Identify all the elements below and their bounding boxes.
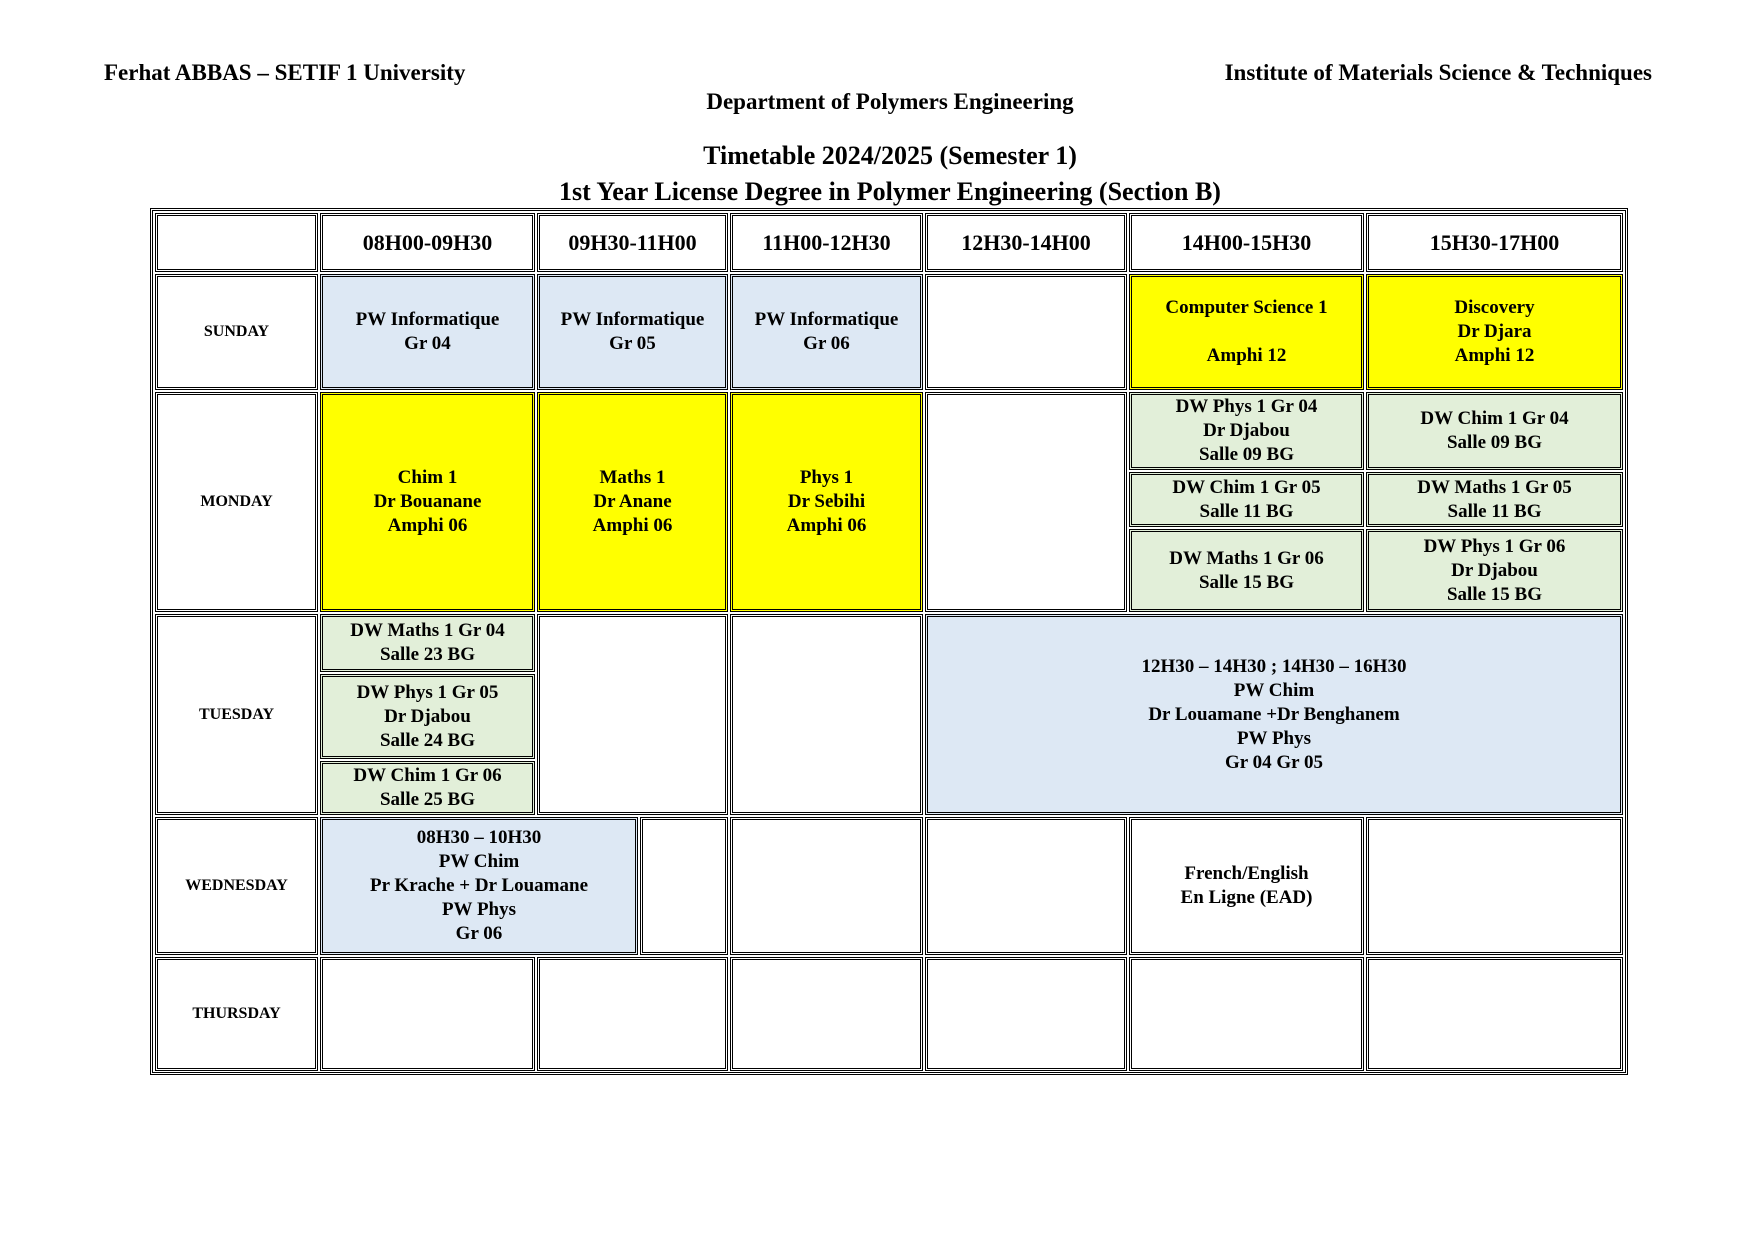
slot-header-2: 09H30-11H00 (537, 213, 728, 272)
day-wednesday: WEDNESDAY (155, 817, 318, 955)
day-thursday: THURSDAY (155, 957, 318, 1071)
day-sunday: SUNDAY (155, 274, 318, 390)
monday-slot-5-b: DW Chim 1 Gr 05 Salle 11 BG (1129, 472, 1364, 527)
monday-slot-5-a: DW Phys 1 Gr 04 Dr Djabou Salle 09 BG (1129, 392, 1364, 470)
thursday-slot-4 (925, 957, 1127, 1071)
sunday-slot-3: PW Informatique Gr 06 (730, 274, 923, 390)
sunday-slot-1: PW Informatique Gr 04 (320, 274, 535, 390)
day-tuesday: TUESDAY (155, 614, 318, 815)
monday-slot-6-b: DW Maths 1 Gr 05 Salle 11 BG (1366, 472, 1623, 527)
wednesday-slot-4 (925, 817, 1127, 955)
department-name: Department of Polymers Engineering (706, 89, 1074, 114)
wednesday-slot-5: French/English En Ligne (EAD) (1129, 817, 1364, 955)
monday-slot-5-c: DW Maths 1 Gr 06 Salle 15 BG (1129, 529, 1364, 612)
thursday-slot-6 (1366, 957, 1623, 1071)
wednesday-slot-3 (730, 817, 923, 955)
wednesday-slot-2 (640, 817, 728, 955)
university-name: Ferhat ABBAS – SETIF 1 University (104, 60, 466, 85)
day-monday: MONDAY (155, 392, 318, 612)
corner-cell (155, 213, 318, 272)
slot-header-5: 14H00-15H30 (1129, 213, 1364, 272)
tuesday-slot-3 (730, 614, 923, 815)
tuesday-slot-1-a: DW Maths 1 Gr 04 Salle 23 BG (320, 614, 535, 672)
tuesday-pw-session: 12H30 – 14H30 ; 14H30 – 16H30 PW Chim Dr Louamane +Dr Benghanem PW Phys Gr 04 Gr 05 (925, 614, 1623, 815)
monday-slot-3: Phys 1 Dr Sebihi Amphi 06 (730, 392, 923, 612)
wednesday-pw-session: 08H30 – 10H30 PW Chim Pr Krache + Dr Louamane PW Phys Gr 06 (320, 817, 638, 955)
timetable-subtitle: 1st Year License Degree in Polymer Engineering (Section B) (559, 177, 1221, 206)
monday-slot-6-a: DW Chim 1 Gr 04 Salle 09 BG (1366, 392, 1623, 470)
sunday-slot-5: Computer Science 1 Amphi 12 (1129, 274, 1364, 390)
tuesday-slot-1-c: DW Chim 1 Gr 06 Salle 25 BG (320, 761, 535, 815)
monday-slot-2: Maths 1 Dr Anane Amphi 06 (537, 392, 728, 612)
tuesday-slot-2 (537, 614, 728, 815)
timetable-title: Timetable 2024/2025 (Semester 1) (703, 141, 1077, 170)
thursday-slot-2 (537, 957, 728, 1071)
monday-slot-4 (925, 392, 1127, 612)
monday-slot-1: Chim 1 Dr Bouanane Amphi 06 (320, 392, 535, 612)
slot-header-4: 12H30-14H00 (925, 213, 1127, 272)
slot-header-1: 08H00-09H30 (320, 213, 535, 272)
tuesday-slot-1-b: DW Phys 1 Gr 05 Dr Djabou Salle 24 BG (320, 674, 535, 759)
sunday-slot-6: Discovery Dr Djara Amphi 12 (1366, 274, 1623, 390)
timetable-grid (150, 208, 1628, 1075)
slot-header-3: 11H00-12H30 (730, 213, 923, 272)
monday-slot-6-c: DW Phys 1 Gr 06 Dr Djabou Salle 15 BG (1366, 529, 1623, 612)
sunday-slot-4 (925, 274, 1127, 390)
thursday-slot-3 (730, 957, 923, 1071)
institute-name: Institute of Materials Science & Techniques (1224, 60, 1652, 85)
wednesday-slot-6 (1366, 817, 1623, 955)
thursday-slot-1 (320, 957, 535, 1071)
slot-header-6: 15H30-17H00 (1366, 213, 1623, 272)
thursday-slot-5 (1129, 957, 1364, 1071)
sunday-slot-2: PW Informatique Gr 05 (537, 274, 728, 390)
